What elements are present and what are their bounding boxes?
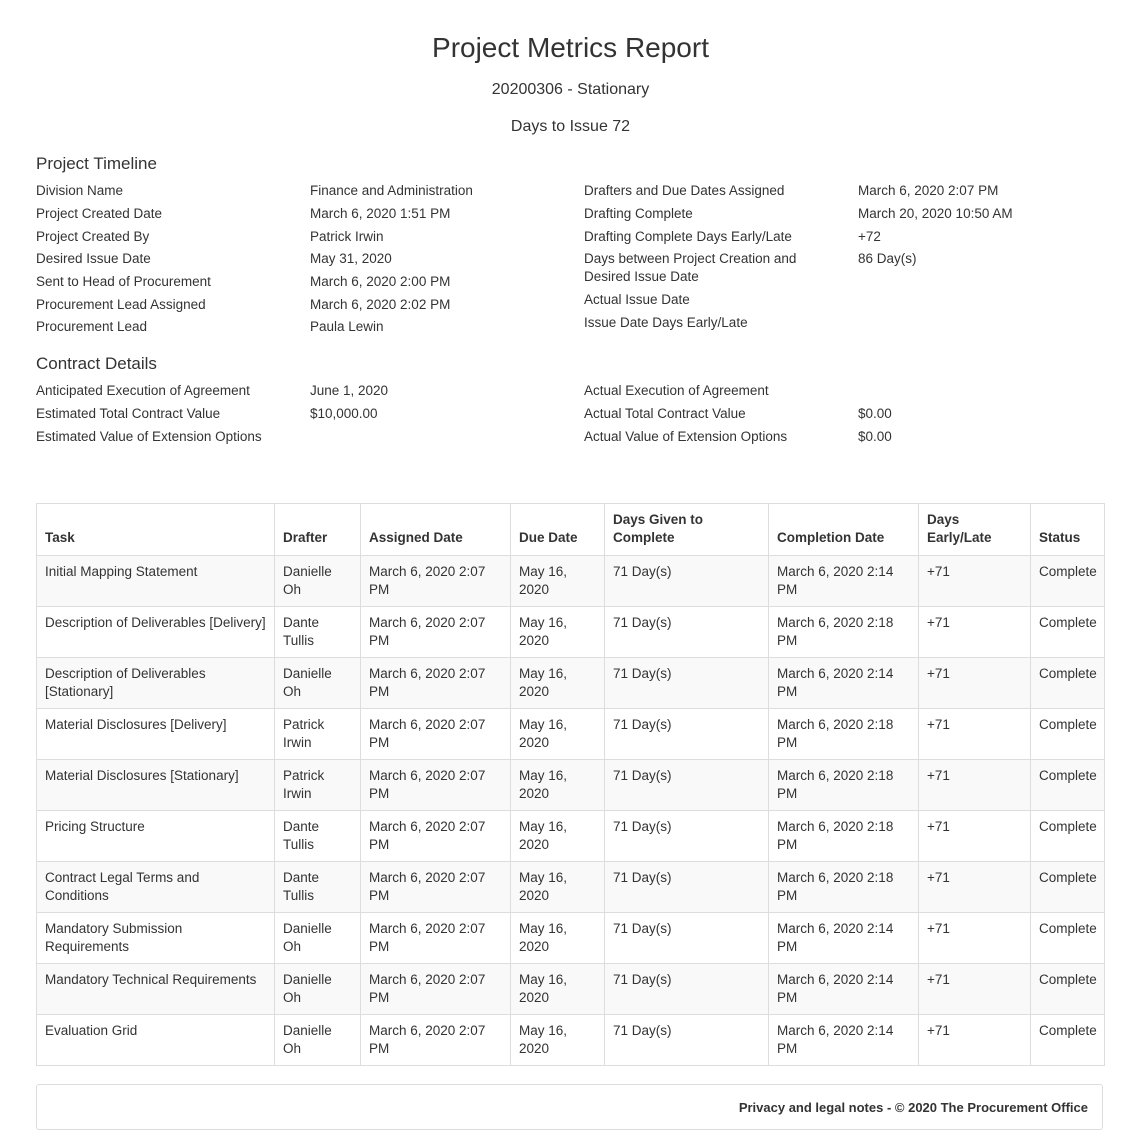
cell-completion-date: March 6, 2020 2:18 PM	[769, 811, 919, 862]
cell-due-date: May 16, 2020	[511, 811, 605, 862]
footer-text	[739, 1100, 1088, 1115]
cell-due-date: May 16, 2020	[511, 760, 605, 811]
cell-status: Complete	[1031, 607, 1105, 658]
cell-task: Material Disclosures [Stationary]	[37, 760, 275, 811]
cell-assigned-date: March 6, 2020 2:07 PM	[361, 1015, 511, 1066]
cell-task: Evaluation Grid	[37, 1015, 275, 1066]
cell-completion-date: March 6, 2020 2:14 PM	[769, 964, 919, 1015]
drafters-assigned-label: Drafters and Due Dates Assigned	[584, 183, 785, 198]
cell-days-given: 71 Day(s)	[605, 760, 769, 811]
estimated-contract-value-label: Estimated Total Contract Value	[36, 406, 221, 421]
project-created-by-value: Patrick Irwin	[310, 229, 384, 244]
table-row	[37, 556, 1105, 607]
table-row	[37, 607, 1105, 658]
cell-completion-date: March 6, 2020 2:18 PM	[769, 607, 919, 658]
cell-days-early-late: +71	[919, 760, 1031, 811]
division-name-value: Finance and Administration	[310, 183, 473, 198]
actual-extension-value: $0.00	[858, 429, 892, 444]
tasks-table	[36, 503, 1105, 1066]
estimated-contract-value-value: $10,000.00	[310, 406, 378, 421]
column-header-completion-date: Completion Date	[769, 504, 919, 556]
anticipated-execution-label: Anticipated Execution of Agreement	[36, 383, 250, 398]
cell-due-date: May 16, 2020	[511, 658, 605, 709]
table-row	[37, 811, 1105, 862]
cell-days-given: 71 Day(s)	[605, 556, 769, 607]
cell-assigned-date: March 6, 2020 2:07 PM	[361, 607, 511, 658]
drafting-complete-value: March 20, 2020 10:50 AM	[858, 206, 1013, 221]
actual-contract-value-value: $0.00	[858, 406, 892, 421]
cell-days-given: 71 Day(s)	[605, 964, 769, 1015]
cell-days-early-late: +71	[919, 709, 1031, 760]
cell-days-given: 71 Day(s)	[605, 709, 769, 760]
cell-drafter: Danielle Oh	[275, 556, 361, 607]
cell-status: Complete	[1031, 709, 1105, 760]
cell-completion-date: March 6, 2020 2:18 PM	[769, 862, 919, 913]
project-created-by-label: Project Created By	[36, 229, 150, 244]
project-created-date-label: Project Created Date	[36, 206, 163, 221]
cell-status: Complete	[1031, 658, 1105, 709]
procurement-lead-value: Paula Lewin	[310, 319, 384, 334]
cell-due-date: May 16, 2020	[511, 1015, 605, 1066]
actual-extension-label: Actual Value of Extension Options	[584, 429, 788, 444]
desired-issue-date-value: May 31, 2020	[310, 251, 392, 266]
project-timeline-heading: Project Timeline	[36, 154, 157, 173]
actual-execution-label: Actual Execution of Agreement	[584, 383, 769, 398]
cell-task: Description of Deliverables [Stationary]	[37, 658, 275, 709]
cell-task: Description of Deliverables [Delivery]	[37, 607, 275, 658]
days-between-value: 86 Day(s)	[858, 251, 917, 266]
table-row	[37, 709, 1105, 760]
cell-drafter: Dante Tullis	[275, 862, 361, 913]
cell-days-given: 71 Day(s)	[605, 1015, 769, 1066]
column-header-days-early-late: Days Early/Late	[919, 504, 1031, 556]
desired-issue-date-label: Desired Issue Date	[36, 251, 151, 266]
cell-days-given: 71 Day(s)	[605, 862, 769, 913]
drafting-early-late-value: +72	[858, 229, 881, 244]
actual-issue-date-label: Actual Issue Date	[584, 292, 690, 307]
cell-days-early-late: +71	[919, 1015, 1031, 1066]
contract-details-heading: Contract Details	[36, 354, 157, 373]
cell-status: Complete	[1031, 1015, 1105, 1066]
table-row	[37, 862, 1105, 913]
cell-days-given: 71 Day(s)	[605, 913, 769, 964]
cell-assigned-date: March 6, 2020 2:07 PM	[361, 811, 511, 862]
cell-task: Mandatory Submission Requirements	[37, 913, 275, 964]
cell-status: Complete	[1031, 964, 1105, 1015]
procurement-lead-label: Procurement Lead	[36, 319, 148, 334]
cell-completion-date: March 6, 2020 2:14 PM	[769, 1015, 919, 1066]
table-row	[37, 964, 1105, 1015]
cell-completion-date: March 6, 2020 2:14 PM	[769, 556, 919, 607]
cell-completion-date: March 6, 2020 2:14 PM	[769, 913, 919, 964]
table-header-row	[37, 504, 1105, 556]
project-created-date-value: March 6, 2020 1:51 PM	[310, 206, 451, 221]
cell-task: Pricing Structure	[37, 811, 275, 862]
sent-to-head-value: March 6, 2020 2:00 PM	[310, 274, 451, 289]
drafting-early-late-label: Drafting Complete Days Early/Late	[584, 229, 792, 244]
days-between-label: Days between Project Creation and Desired Issue Date	[584, 251, 797, 284]
cell-assigned-date: March 6, 2020 2:07 PM	[361, 913, 511, 964]
cell-assigned-date: March 6, 2020 2:07 PM	[361, 658, 511, 709]
cell-days-early-late: +71	[919, 811, 1031, 862]
cell-completion-date: March 6, 2020 2:18 PM	[769, 760, 919, 811]
cell-days-early-late: +71	[919, 607, 1031, 658]
cell-drafter: Dante Tullis	[275, 607, 361, 658]
table-row	[37, 760, 1105, 811]
cell-due-date: May 16, 2020	[511, 709, 605, 760]
actual-contract-value-label: Actual Total Contract Value	[584, 406, 746, 421]
cell-assigned-date: March 6, 2020 2:07 PM	[361, 709, 511, 760]
cell-days-given: 71 Day(s)	[605, 811, 769, 862]
cell-days-given: 71 Day(s)	[605, 658, 769, 709]
column-header-days-given: Days Given to Complete	[605, 504, 769, 556]
cell-status: Complete	[1031, 913, 1105, 964]
procurement-lead-assigned-value: March 6, 2020 2:02 PM	[310, 297, 451, 312]
cell-assigned-date: March 6, 2020 2:07 PM	[361, 964, 511, 1015]
column-header-due-date: Due Date	[511, 504, 605, 556]
cell-days-early-late: +71	[919, 913, 1031, 964]
column-header-assigned-date: Assigned Date	[361, 504, 511, 556]
cell-assigned-date: March 6, 2020 2:07 PM	[361, 760, 511, 811]
procurement-lead-assigned-label: Procurement Lead Assigned	[36, 297, 206, 312]
cell-status: Complete	[1031, 556, 1105, 607]
cell-task: Material Disclosures [Delivery]	[37, 709, 275, 760]
cell-days-early-late: +71	[919, 862, 1031, 913]
table-row	[37, 658, 1105, 709]
column-header-task: Task	[37, 504, 275, 556]
project-name: 20200306 - Stationary	[491, 81, 650, 98]
sent-to-head-label: Sent to Head of Procurement	[36, 274, 211, 289]
column-header-status: Status	[1031, 504, 1105, 556]
cell-due-date: May 16, 2020	[511, 913, 605, 964]
days-to-issue: Days to Issue 72	[510, 118, 631, 135]
cell-status: Complete	[1031, 862, 1105, 913]
cell-days-early-late: +71	[919, 964, 1031, 1015]
cell-due-date: May 16, 2020	[511, 964, 605, 1015]
cell-days-early-late: +71	[919, 658, 1031, 709]
cell-status: Complete	[1031, 811, 1105, 862]
cell-assigned-date: March 6, 2020 2:07 PM	[361, 556, 511, 607]
privacy-legal-link[interactable]: Privacy and legal notes	[738, 1100, 884, 1115]
report-title: Project Metrics Report	[432, 32, 709, 63]
page-footer	[36, 1084, 1103, 1130]
cell-completion-date: March 6, 2020 2:18 PM	[769, 709, 919, 760]
cell-drafter: Danielle Oh	[275, 1015, 361, 1066]
drafters-assigned-value: March 6, 2020 2:07 PM	[858, 183, 999, 198]
column-header-drafter: Drafter	[275, 504, 361, 556]
estimated-extension-label: Estimated Value of Extension Options	[36, 429, 262, 444]
cell-status: Complete	[1031, 760, 1105, 811]
cell-due-date: May 16, 2020	[511, 862, 605, 913]
footer-copyright: - © 2020 The Procurement Office	[883, 1100, 1088, 1115]
issue-date-early-late-label: Issue Date Days Early/Late	[584, 315, 748, 330]
cell-task: Contract Legal Terms and Conditions	[37, 862, 275, 913]
table-row	[37, 1015, 1105, 1066]
cell-due-date: May 16, 2020	[511, 556, 605, 607]
table-row	[37, 913, 1105, 964]
cell-days-given: 71 Day(s)	[605, 607, 769, 658]
division-name-label: Division Name	[36, 183, 124, 198]
cell-drafter: Danielle Oh	[275, 658, 361, 709]
cell-drafter: Patrick Irwin	[275, 709, 361, 760]
cell-completion-date: March 6, 2020 2:14 PM	[769, 658, 919, 709]
cell-days-early-late: +71	[919, 556, 1031, 607]
cell-drafter: Dante Tullis	[275, 811, 361, 862]
cell-assigned-date: March 6, 2020 2:07 PM	[361, 862, 511, 913]
anticipated-execution-value: June 1, 2020	[310, 383, 389, 398]
drafting-complete-label: Drafting Complete	[584, 206, 693, 221]
cell-task: Mandatory Technical Requirements	[37, 964, 275, 1015]
cell-drafter: Danielle Oh	[275, 964, 361, 1015]
cell-drafter: Danielle Oh	[275, 913, 361, 964]
cell-due-date: May 16, 2020	[511, 607, 605, 658]
cell-task: Initial Mapping Statement	[37, 556, 275, 607]
cell-drafter: Patrick Irwin	[275, 760, 361, 811]
